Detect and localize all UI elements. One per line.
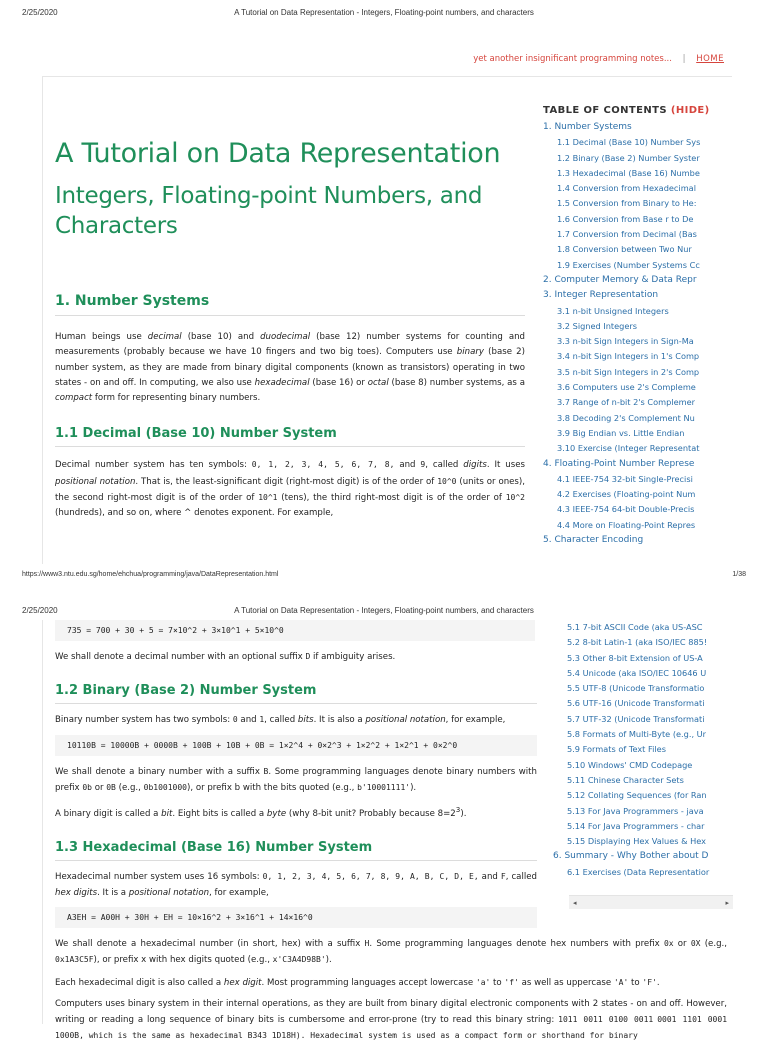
toc-link[interactable]: 5.3 Other 8-bit Extension of US-A [567,652,703,663]
toc-link[interactable]: 5.10 Windows' CMD Codepage [567,759,693,770]
toc-link[interactable]: 4.3 IEEE-754 64-bit Double-Precis [557,504,695,515]
toc-link[interactable]: 4.1 IEEE-754 32-bit Single-Precisi [557,473,693,484]
section-heading-number-systems: 1. Number Systems [55,293,525,316]
scroll-left-icon[interactable]: ◂ [573,899,577,907]
toc-link[interactable]: 1.5 Conversion from Binary to He: [557,198,697,209]
toc-link[interactable]: 4.4 More on Floating-Point Repres [557,519,696,530]
page-title: A Tutorial on Data Representation [55,138,501,169]
print-header-page2 [0,598,768,620]
code-hex-example: A3EH = A00H + 30H + EH = 10×16^2 + 3×16^1 + 14×16^0 [55,907,537,928]
nav-separator: | [682,54,686,64]
home-link[interactable]: HOME [696,54,724,64]
toc-link[interactable]: 3.5 n-bit Sign Integers in 2's Comp [557,366,700,377]
paragraph-bit-byte: A binary digit is called a bit. Eight bits is called a byte (why 8-bit unit? Probably because $8=2^3$). [55,805,467,820]
paragraph-binary-suffix: We shall denote a binary number with a suffix B. Some programming languages denote binary numbers with prefix 0b or 0B (e.g., 0b1001000), or prefix b with the bits quoted (e.g., b'10001111'). [55,766,537,793]
toc-link[interactable]: 1.6 Conversion from Base r to De [557,213,694,224]
toc-link[interactable]: 3.6 Computers use 2's Compleme [557,382,696,393]
toc-link[interactable]: 5.12 Collating Sequences (for Ran [567,790,707,801]
toc-title: TABLE OF CONTENTS (HIDE) [543,105,710,116]
print-date: 2/25/2020 [22,8,58,17]
toc-link[interactable]: 5.8 Formats of Multi-Byte (e.g., Ur [567,729,707,740]
print-header-page1 [0,0,768,22]
toc-link[interactable]: 1.3 Hexadecimal (Base 16) Numbe [557,167,700,178]
toc-link[interactable]: 5.13 For Java Programmers - java [567,805,704,816]
section-heading-decimal: 1.1 Decimal (Base 10) Number System [55,426,525,447]
section-heading-hexadecimal: 1.3 Hexadecimal (Base 16) Number System [55,840,537,861]
site-tagline-link[interactable]: yet another insignificant programming notes... [473,54,672,64]
print-url: https://www3.ntu.edu.sg/home/ehchua/programming/java/DataRepresentation.html [22,571,279,578]
toc-link[interactable]: 5. Character Encoding [543,535,644,546]
scroll-right-icon[interactable]: ▸ [725,899,729,907]
page-subtitle: Integers, Floating-point Numbers, and Characters [55,183,483,239]
toc-link[interactable]: 5.5 UTF-8 (Unicode Transformatio [567,683,705,694]
toc-link[interactable]: 1.9 Exercises (Number Systems Cc [557,259,700,270]
toc-link[interactable]: 3.3 n-bit Sign Integers in Sign-Ma [557,336,694,347]
toc-link[interactable]: 3.10 Exercise (Integer Representat [557,443,700,454]
toc-link[interactable]: 3.4 n-bit Sign Integers in 1's Comp [557,351,700,362]
toc-link[interactable]: 5.7 UTF-32 (Unicode Transformati [567,713,705,724]
main-content [55,137,525,522]
toc-horizontal-scrollbar[interactable] [569,895,733,909]
paragraph-computers-binary: Computers uses binary system in their internal operations, as they are built from binary digital electronic components with 2 states - on and off. However, writing or reading a long sequence of binary bits is cumbersome and error-prone (try to read this binary string: 1011 0011 0100 0011 0001 1101 0001 1000B, which is the same as hexadecimal B343 1D18H). Hexadecimal system is used as a compact form or shorthand for binary [55,998,728,1041]
code-decimal-example: 735 = 700 + 30 + 5 = 7×10^2 + 3×10^1 + 5×10^0 [55,620,535,641]
paragraph-binary: Binary number system has two symbols: 0 and 1, called bits. It is also a positional notation, for example, [55,715,506,726]
table-of-contents-continued [553,620,733,880]
toc-list-page2 [553,620,733,880]
toc-link[interactable]: 3.9 Big Endian vs. Little Endian [557,427,685,438]
print-date-2: 2/25/2020 [22,606,58,615]
top-nav [473,54,724,64]
toc-hide-toggle[interactable]: (HIDE) [670,105,710,116]
content-page-1 [42,76,732,564]
paragraph-decimal-suffix: We shall denote a decimal number with an optional suffix D if ambiguity arises. [55,652,396,662]
paragraph-hexadecimal: Hexadecimal number system uses 16 symbols: 0, 1, 2, 3, 4, 5, 6, 7, 8, 9, A, B, C, D, E, and F, called hex digits. It is a positional notation, for example, [55,872,537,898]
toc-link[interactable]: 6.1 Exercises (Data Representatior [567,866,710,877]
toc-link[interactable]: 3.2 Signed Integers [557,320,638,331]
toc-link[interactable]: 1.1 Decimal (Base 10) Number Sys [557,137,701,148]
print-title: A Tutorial on Data Representation - Integers, Floating-point numbers, and characters [234,8,534,17]
toc-link[interactable]: 1. Number Systems [543,122,632,132]
content-page-2 [42,620,732,1041]
paragraph-decimal: Decimal number system has ten symbols: 0, 1, 2, 3, 4, 5, 6, 7, 8, and 9, called digits. It uses positional notation. That is, the least-significant digit (right-most digit) is of the order of 10^0 (units or ones), the second right-most digit is of the order of 10^1 (tens), the third right-most digit is of the order of 10^2 (hundreds), and so on, where ^ denotes exponent. For example, [55,460,525,519]
toc-link[interactable]: 3.1 n-bit Unsigned Integers [557,305,669,316]
toc-link[interactable]: 3.7 Range of n-bit 2's Complemer [557,397,696,408]
toc-link[interactable]: 5.2 8-bit Latin-1 (aka ISO/IEC 885! [567,637,708,648]
toc-link[interactable]: 5.15 Displaying Hex Values & Hex [567,836,707,847]
toc-link[interactable]: 3. Integer Representation [543,290,659,301]
paragraph-hex-digit: Each hexadecimal digit is also called a hex digit. Most programming languages accept lowercase 'a' to 'f' as well as uppercase 'A' to 'F'. [55,977,660,988]
toc-link[interactable]: 1.2 Binary (Base 2) Number Syster [557,152,700,163]
paragraph-hex-suffix: We shall denote a hexadecimal number (in short, hex) with a suffix H. Some programming languages denote hex numbers with prefix 0x or 0X (e.g., 0x1A3C5F), or prefix x with hex digits quoted (e.g., x'C3A4D98B'). [55,938,727,966]
toc-link[interactable]: 5.9 Formats of Text Files [567,744,666,755]
toc-link[interactable]: 5.4 Unicode (aka ISO/IEC 10646 U [567,667,707,678]
toc-list-page1 [543,120,733,548]
toc-link[interactable]: 6. Summary - Why Bother about D [553,851,709,862]
print-page-number: 1/38 [732,571,746,578]
toc-link[interactable]: 4. Floating-Point Number Represe [543,458,695,469]
toc-link[interactable]: 2. Computer Memory & Data Repr [543,274,697,285]
toc-link[interactable]: 1.7 Conversion from Decimal (Bas [557,229,697,240]
section-heading-binary: 1.2 Binary (Base 2) Number System [55,683,537,704]
toc-link[interactable]: 5.1 7-bit ASCII Code (aka US-ASC [567,622,703,632]
toc-link[interactable]: 1.4 Conversion from Hexadecimal [557,183,696,194]
toc-link[interactable]: 1.8 Conversion between Two Nur [557,244,692,255]
table-of-contents [543,105,733,548]
paragraph-number-systems: Human beings use decimal (base 10) and duodecimal (base 12) number systems for counting and measurements (probably because we have 10 fingers and two big toes). Computers use binary (base 2) number system, as they are made from binary digital components (known as transistors) operating in two states - on and off. In computing, we also use hexadecimal (base 16) or octal (base 8) number systems, as a compact form for representing binary numbers. [55,332,525,404]
toc-link[interactable]: 5.11 Chinese Character Sets [567,774,684,785]
toc-link[interactable]: 5.14 For Java Programmers - char [567,820,705,831]
toc-link[interactable]: 5.6 UTF-16 (Unicode Transformati [567,698,705,709]
toc-link[interactable]: 3.8 Decoding 2's Complement Nu [557,412,695,423]
print-title-2: A Tutorial on Data Representation - Integers, Floating-point numbers, and characters [234,606,534,615]
code-binary-example: 10110B = 10000B + 0000B + 100B + 10B + 0B = 1×2^4 + 0×2^3 + 1×2^2 + 1×2^1 + 0×2^0 [55,735,537,756]
toc-link[interactable]: 4.2 Exercises (Floating-point Num [557,489,696,500]
